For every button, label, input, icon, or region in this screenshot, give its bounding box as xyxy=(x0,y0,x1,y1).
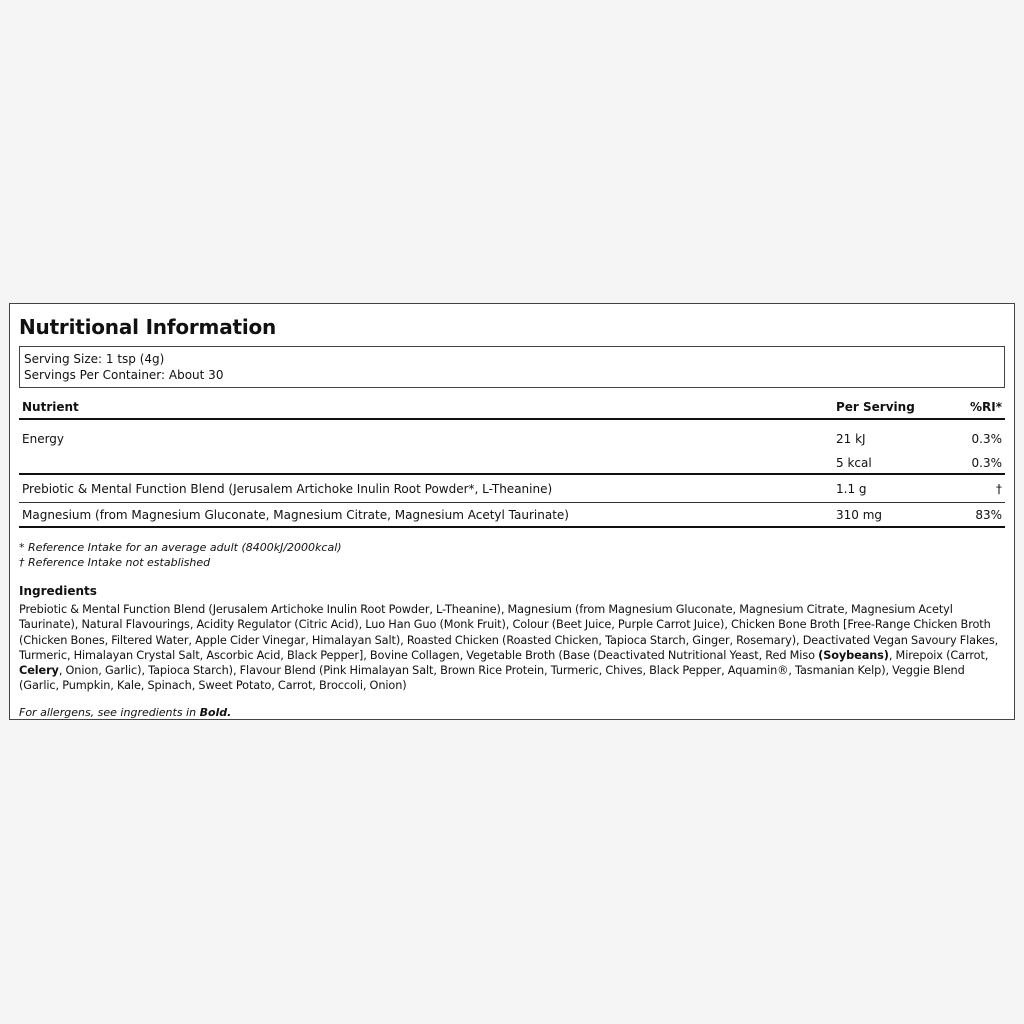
row-ri: 83% xyxy=(959,503,1005,528)
table-row xyxy=(19,474,1005,503)
row-per-serving: 310 mg xyxy=(833,503,959,528)
ingredients-part-1: Prebiotic & Mental Function Blend (Jerusalem Artichoke Inulin Root Powder, L-Theanine), Magnesium (from Magnesium Gluconate, Magnesium Citrate, Magnesium Acetyl Taurinate), Natural Flavourings, Acidity Regulator (Citric Acid), Luo Han Guo (Monk Fruit), Colour (Beet Juice, Purple Carrot Juice), Chicken Bone Broth [Free-Range Chicken Broth (Chicken Bones, Filtered Water, Apple Cider Vinegar, Himalayan Salt), Roasted Chicken (Roasted Chicken, Tapioca Starch, Ginger, Rosemary), Deactivated Vegan Savoury Flakes, Turmeric, Himalayan Crystal Salt, Ascorbic Acid, Black Pepper], Bovine Collagen, Vegetable Broth (Base (Deactivated Nutritional Yeast, Red Miso xyxy=(19,603,999,662)
row-ri: † xyxy=(959,474,1005,503)
serving-info-box xyxy=(19,346,1005,388)
panel-title: Nutritional Information xyxy=(19,315,277,339)
serving-size: Serving Size: 1 tsp (4g) xyxy=(24,352,165,366)
allergen-note xyxy=(19,705,1005,720)
row-nutrient: Prebiotic & Mental Function Blend (Jerusalem Artichoke Inulin Root Powder*, L-Theanine) xyxy=(19,474,833,503)
row-nutrient: Magnesium (from Magnesium Gluconate, Magnesium Citrate, Magnesium Acetyl Taurinate) xyxy=(19,503,833,528)
servings-per-container: Servings Per Container: About 30 xyxy=(24,368,224,382)
footnotes xyxy=(19,540,1005,570)
energy-label: Energy xyxy=(22,432,65,446)
footnote-reference-intake: * Reference Intake for an average adult (8400kJ/2000kcal) xyxy=(19,541,342,554)
nutrition-table xyxy=(19,396,1005,528)
energy-kj-value: 21 kJ xyxy=(836,432,866,446)
ingredients-text xyxy=(19,602,1005,694)
allergen-note-prefix: For allergens, see ingredients in xyxy=(19,705,200,719)
nutrition-panel xyxy=(9,303,1015,720)
table-row xyxy=(19,503,1005,528)
allergen-soybeans: (Soybeans) xyxy=(818,648,889,662)
energy-kcal-ri: 0.3% xyxy=(959,456,1005,474)
header-per-serving: Per Serving xyxy=(833,396,959,419)
header-nutrient: Nutrient xyxy=(19,396,833,419)
table-row-energy-kj xyxy=(19,419,1005,456)
table-row-energy-kcal xyxy=(19,456,1005,474)
ingredients-heading: Ingredients xyxy=(19,584,97,598)
energy-kj-ri: 0.3% xyxy=(971,432,1002,446)
energy-kcal-value: 5 kcal xyxy=(833,456,959,474)
footnote-not-established: † Reference Intake not established xyxy=(19,556,211,569)
table-header-row xyxy=(19,396,1005,419)
ingredients-part-2: , Mirepoix (Carrot, xyxy=(888,648,989,662)
allergen-note-bold: Bold. xyxy=(199,705,232,719)
ingredients-part-3: , Onion, Garlic), Tapioca Starch), Flavour Blend (Pink Himalayan Salt, Brown Rice Protein, Turmeric, Chives, Black Pepper, Aquamin®, Tasmanian Kelp), Veggie Blend (Garlic, Pumpkin, Kale, Spinach, Sweet Potato, Carrot, Broccoli, Onion) xyxy=(19,664,965,693)
row-per-serving: 1.1 g xyxy=(833,474,959,503)
allergen-celery: Celery xyxy=(19,664,59,678)
header-ri: %RI* xyxy=(959,396,1005,419)
energy-kcal-spacer xyxy=(19,456,833,474)
